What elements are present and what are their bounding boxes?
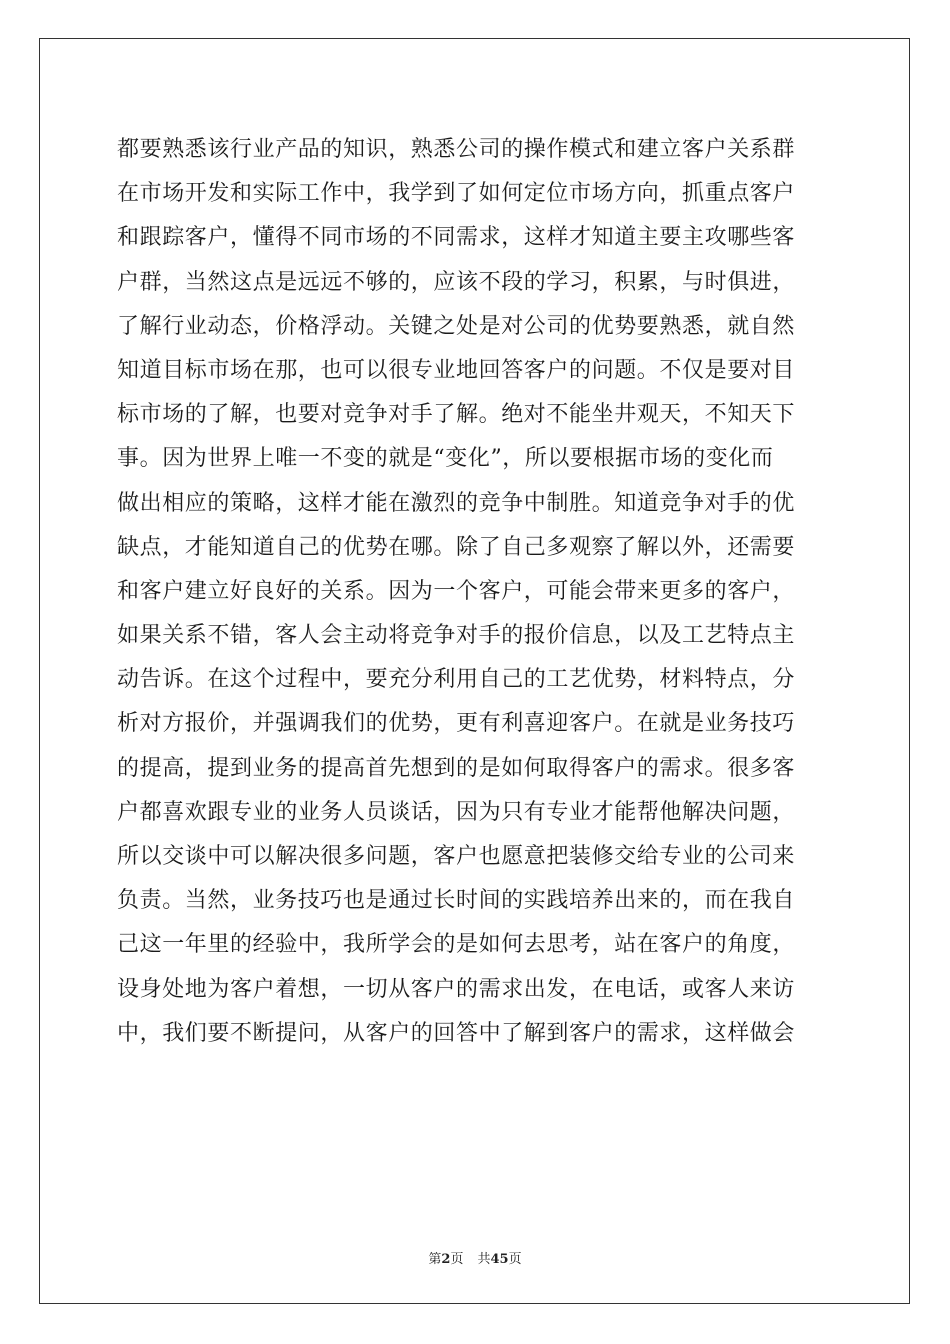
total-suffix: 页 [508, 1252, 522, 1267]
page-suffix: 页 [450, 1252, 464, 1267]
text-line: 了解行业动态，价格浮动。关键之处是对公司的优势要熟悉，就自然 [117, 313, 796, 339]
text-line: 负责。当然，业务技巧也是通过长时间的实践培养出来的，而在我自 [117, 888, 796, 914]
text-line: 析对方报价，并强调我们的优势，更有利喜迎客户。在就是业务技巧 [117, 711, 796, 737]
text-line: 做出相应的策略，这样才能在激烈的竞争中制胜。知道竞争对手的优 [117, 490, 796, 516]
total-prefix: 共 [477, 1252, 491, 1267]
text-line: 户都喜欢跟专业的业务人员谈话，因为只有专业才能帮他解决问题， [117, 799, 796, 825]
text-line: 所以交谈中可以解决很多问题，客户也愿意把装修交给专业的公司来 [117, 844, 796, 869]
page-number: 2 [441, 1252, 451, 1267]
text-line: 如果关系不错，客人会主动将竞争对手的报价信息，以及工艺特点主 [117, 623, 796, 649]
text-line: 的提高，提到业务的提高首先想到的是如何取得客户的需求。很多客 [117, 755, 796, 781]
text-line: 都要熟悉该行业产品的知识，熟悉公司的操作模式和建立客户关系群 [117, 137, 796, 162]
text-line: 己这一年里的经验中，我所学会的是如何去思考，站在客户的角度， [117, 932, 796, 958]
text-line: 设身处地为客户着想，一切从客户的需求出发，在电话，或客人来访 [117, 976, 796, 1002]
text-line: 知道目标市场在那，也可以很专业地回答客户的问题。不仅是要对目 [117, 357, 796, 383]
page-footer [0, 1248, 950, 1267]
text-line: 和跟踪客户，懂得不同市场的不同需求，这样才知道主要主攻哪些客 [117, 225, 796, 251]
text-line: 和客户建立好良好的关系。因为一个客户，可能会带来更多的客户， [117, 578, 796, 604]
text-line: 标市场的了解，也要对竞争对手了解。绝对不能坐井观天，不知天下 [117, 402, 796, 428]
text-line: 缺点，才能知道自己的优势在哪。除了自己多观察了解以外，还需要 [117, 534, 796, 560]
text-line: 在市场开发和实际工作中，我学到了如何定位市场方向，抓重点客户 [117, 181, 796, 207]
page-prefix: 第 [428, 1252, 442, 1267]
document-body [117, 128, 837, 1056]
text-line: 中，我们要不断提问，从客户的回答中了解到客户的需求，这样做会 [117, 1020, 796, 1046]
text-line: 户群，当然这点是远远不够的，应该不段的学习，积累，与时俱进， [117, 269, 796, 295]
text-line: 事。因为世界上唯一不变的就是“变化”，所以要根据市场的变化而 [117, 446, 774, 472]
total-pages: 45 [490, 1252, 509, 1267]
text-line: 动告诉。在这个过程中，要充分利用自己的工艺优势，材料特点，分 [117, 667, 796, 693]
